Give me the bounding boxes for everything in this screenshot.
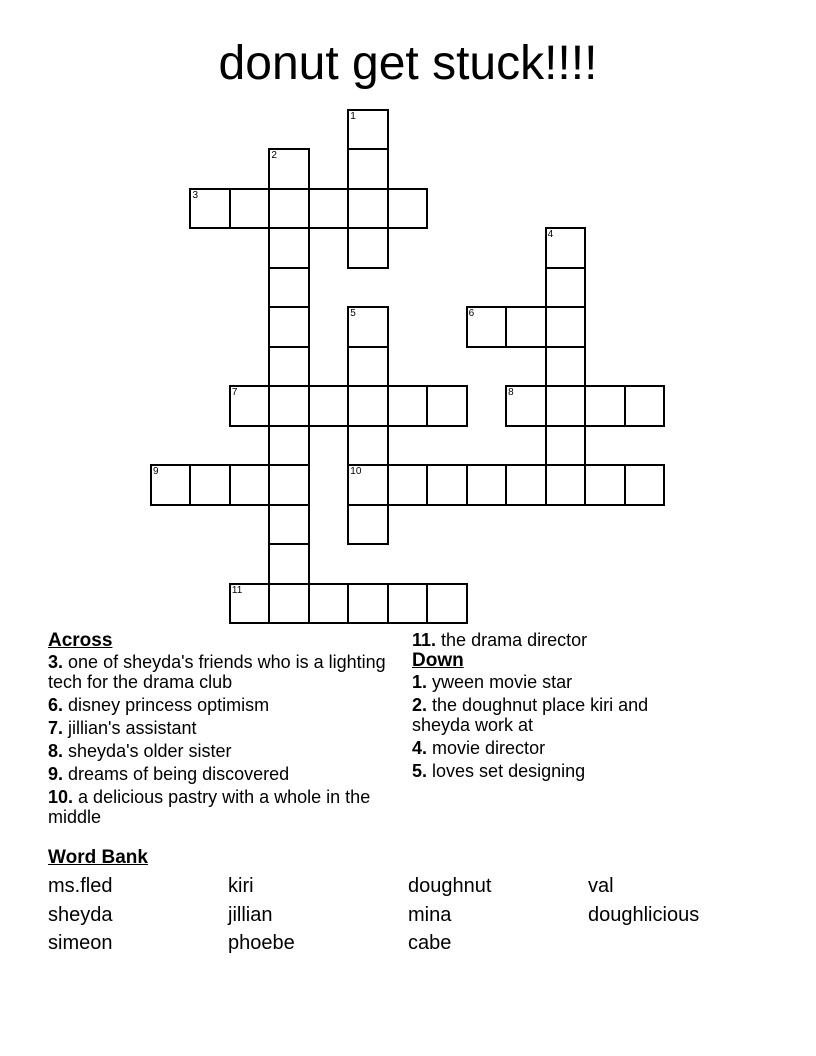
crossword-cell[interactable] — [347, 464, 388, 505]
crossword-cell[interactable] — [545, 227, 586, 268]
word-bank-heading: Word Bank — [48, 847, 148, 868]
crossword-cell[interactable] — [268, 583, 309, 624]
crossword-cell[interactable] — [347, 109, 388, 150]
crossword-cell[interactable] — [347, 188, 388, 229]
crossword-cell[interactable] — [505, 464, 546, 505]
across-heading: Across — [48, 630, 113, 651]
crossword-cell[interactable] — [308, 385, 349, 426]
clue-number: 5 — [350, 308, 356, 320]
crossword-cell[interactable] — [308, 583, 349, 624]
word-bank-item: simeon — [48, 932, 113, 954]
clue-across-10: 10. a delicious pastry with a whole in the middle — [48, 787, 371, 827]
crossword-cell[interactable] — [505, 385, 546, 426]
crossword-cell[interactable] — [545, 464, 586, 505]
across-clues — [48, 630, 393, 830]
crossword-cell[interactable] — [545, 306, 586, 347]
crossword-cell[interactable] — [189, 464, 230, 505]
word-bank-item: sheyda — [48, 904, 113, 926]
crossword-cell[interactable] — [268, 148, 309, 189]
clue-number: 1 — [350, 111, 356, 122]
puzzle-title: donut get stuck!!!! — [218, 37, 598, 90]
crossword-cell[interactable] — [229, 583, 270, 624]
crossword-cell[interactable] — [545, 267, 586, 308]
crossword-cell[interactable] — [624, 464, 665, 505]
crossword-cell[interactable] — [308, 188, 349, 229]
crossword-cell[interactable] — [347, 148, 388, 189]
clue-number: 10 — [350, 466, 362, 478]
crossword-cell[interactable] — [268, 267, 309, 308]
word-bank-item: val — [588, 875, 614, 897]
clue-across-6: 6. disney princess optimism — [48, 695, 270, 715]
clue-across-9: 9. dreams of being discovered — [48, 764, 290, 784]
crossword-cell[interactable] — [387, 464, 428, 505]
word-bank-item: ms.fled — [48, 875, 113, 897]
clue-number: 11 — [231, 584, 243, 596]
word-bank-item: mina — [408, 904, 452, 926]
clue-down-1: 1. yween movie star — [412, 672, 573, 692]
clue-number: 7 — [231, 387, 238, 399]
word-bank-item: kiri — [228, 875, 254, 897]
clue-number: 2 — [271, 150, 277, 162]
crossword-cell[interactable] — [387, 583, 428, 624]
crossword-cell[interactable] — [347, 385, 388, 426]
crossword-cell[interactable] — [268, 227, 309, 268]
crossword-cell[interactable] — [347, 306, 388, 347]
crossword-cell[interactable] — [505, 306, 546, 347]
crossword-cell[interactable] — [229, 464, 270, 505]
crossword-cell[interactable] — [268, 464, 309, 505]
crossword-cell[interactable] — [466, 306, 507, 347]
crossword-cell[interactable] — [426, 583, 467, 624]
crossword-cell[interactable] — [268, 425, 309, 466]
crossword-cell[interactable] — [229, 188, 270, 229]
crossword-cell[interactable] — [268, 385, 309, 426]
crossword-cell[interactable] — [545, 346, 586, 387]
crossword-cell[interactable] — [466, 464, 507, 505]
clue-number: 9 — [153, 466, 159, 478]
crossword-cell[interactable] — [624, 385, 665, 426]
crossword-cell[interactable] — [150, 464, 191, 505]
clue-down-2: 2. the doughnut place kiri and sheyda work at — [412, 695, 649, 735]
word-bank-item: doughlicious — [588, 904, 700, 926]
crossword-cell[interactable] — [584, 464, 625, 505]
crossword-cell[interactable] — [189, 188, 230, 229]
crossword-cell[interactable] — [545, 425, 586, 466]
crossword-grid — [151, 110, 665, 624]
crossword-cell[interactable] — [426, 385, 467, 426]
crossword-cell[interactable] — [229, 385, 270, 426]
down-clues — [412, 630, 702, 784]
crossword-cell[interactable] — [268, 306, 309, 347]
clue-down-4: 4. movie director — [412, 738, 546, 758]
clue-number: 4 — [547, 229, 554, 241]
word-bank-item: phoebe — [228, 932, 295, 954]
clue-down-5: 5. loves set designing — [412, 761, 586, 781]
crossword-cell[interactable] — [584, 385, 625, 426]
crossword-cell[interactable] — [268, 188, 309, 229]
word-bank-item: cabe — [408, 932, 452, 954]
clue-across-3: 3. one of sheyda's friends who is a lighting tech for the drama club — [48, 652, 386, 692]
crossword-cell[interactable] — [347, 583, 388, 624]
crossword-cell[interactable] — [347, 504, 388, 545]
word-bank-item: doughnut — [408, 875, 492, 897]
clue-across-8: 8. sheyda's older sister — [48, 741, 232, 761]
clue-number: 3 — [192, 189, 199, 201]
crossword-cell[interactable] — [268, 504, 309, 545]
crossword-cell[interactable] — [268, 543, 309, 584]
crossword-cell[interactable] — [387, 188, 428, 229]
crossword-cell[interactable] — [545, 385, 586, 426]
down-heading: Down — [412, 650, 464, 671]
clue-across-7: 7. jillian's assistant — [48, 718, 197, 738]
word-bank-item: jillian — [228, 904, 273, 926]
crossword-cell[interactable] — [387, 385, 428, 426]
clue-number: 8 — [508, 387, 514, 399]
crossword-cell[interactable] — [347, 425, 388, 466]
crossword-cell[interactable] — [347, 227, 388, 268]
clue-across-11: 11. the drama director — [412, 630, 588, 650]
clue-number: 6 — [468, 308, 475, 320]
crossword-cell[interactable] — [268, 346, 309, 387]
crossword-cell[interactable] — [426, 464, 467, 505]
crossword-cell[interactable] — [347, 346, 388, 387]
